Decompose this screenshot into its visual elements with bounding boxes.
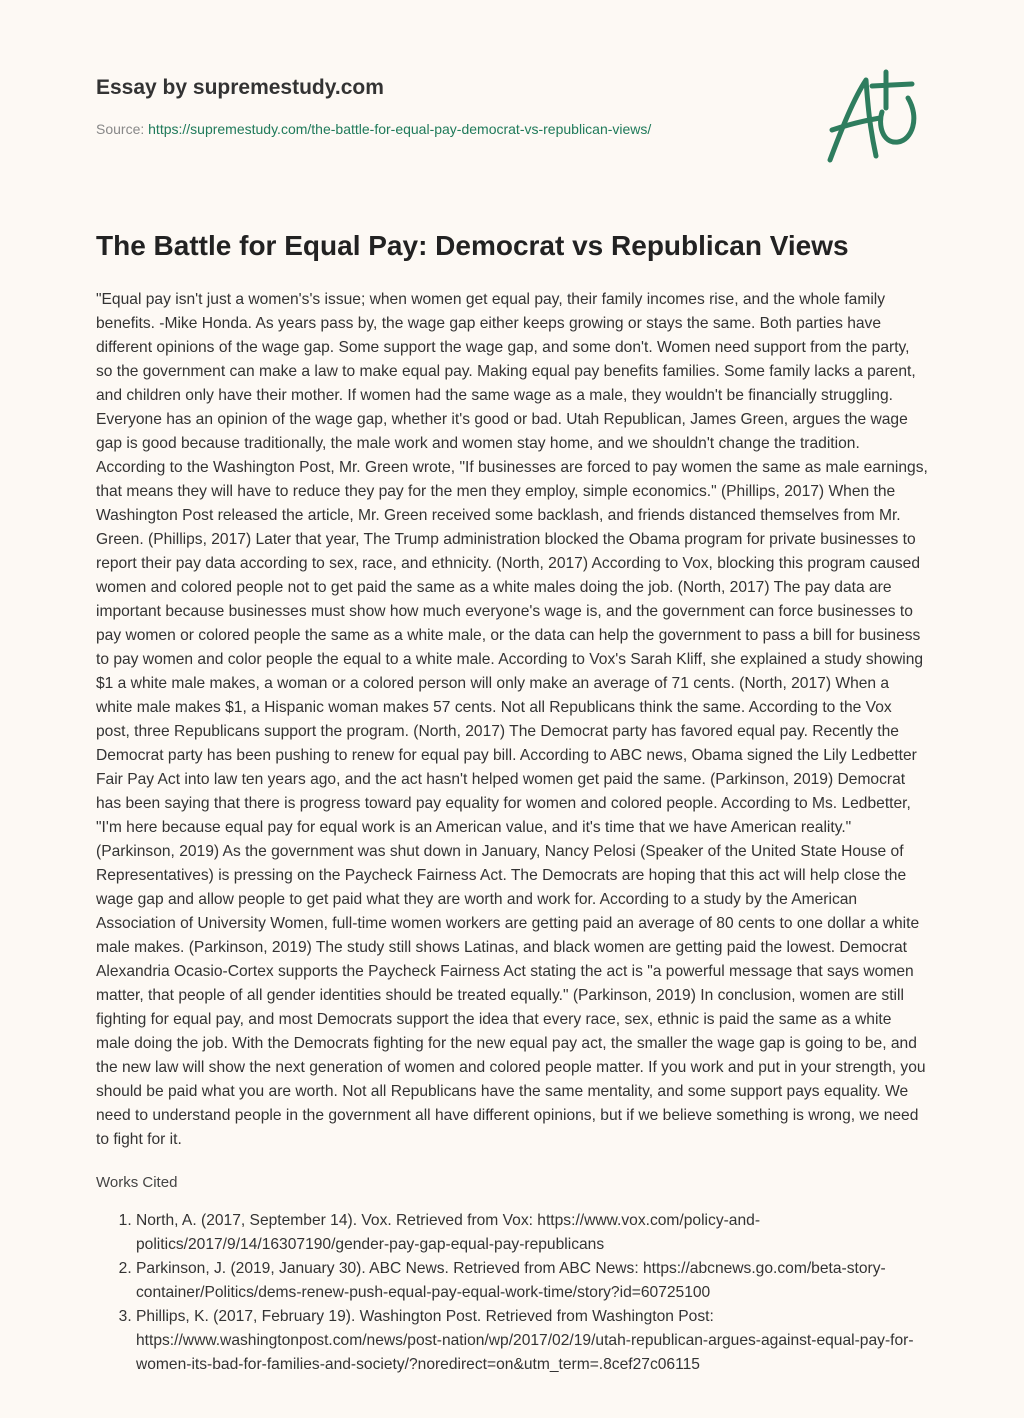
citation-item: 1. North, A. (2017, September 14). Vox. Retrieved from Vox: https://www.vox.com/policy-and-politics/2017/9/14/16307190/gender-pay-gap-equal-pay-republicans xyxy=(136,1209,928,1257)
source-label: Source: xyxy=(96,121,145,137)
works-cited-list xyxy=(96,1209,928,1377)
citation-item: 2. Parkinson, J. (2019, January 30). ABC News. Retrieved from ABC News: https://abcnews.go.com/beta-story-container/Politics/dems-renew-push-equal-pay-equal-work-time/story?id=60725100 xyxy=(136,1257,928,1305)
page-header xyxy=(96,76,928,137)
source-line xyxy=(96,121,928,137)
essay-title: The Battle for Equal Pay: Democrat vs Republican Views xyxy=(96,230,849,261)
citation-item: 3. Phillips, K. (2017, February 19). Washington Post. Retrieved from Washington Post: https://www.washingtonpost.com/news/post-nation/wp/2017/02/19/utah-republican-argues-against-equal-pay-for-women-its-bad-for-families-and-society/?noredirect=on&utm_term=.8cef27c06115 xyxy=(136,1305,928,1377)
a-plus-logo-icon xyxy=(820,68,930,168)
source-link[interactable]: https://supremestudy.com/the-battle-for-equal-pay-democrat-vs-republican-views/ xyxy=(148,121,652,137)
site-title: Essay by supremestudy.com xyxy=(96,76,384,99)
essay-body: "Equal pay isn't just a women's's issue; when women get equal pay, their family incomes rise, and the whole family benefits. -Mike Honda. As years pass by, the wage gap either keeps growing or stays the same. Both parties have different opinions of the wage gap. Some support the wage gap, and some don't. Women need support from the party, so the government can make a law to make equal pay. Making equal pay benefits families. Some family lacks a parent, and children only have their mother. If women had the same wage as a male, they wouldn't be financially struggling. Everyone has an opinion of the wage gap, whether it's good or bad. Utah Republican, James Green, argues the wage gap is good because traditionally, the male work and women stay home, and we shouldn't change the tradition. According to the Washington Post, Mr. Green wrote, "If businesses are forced to pay women the same as male earnings, that means they will have to reduce they pay for the men they employ, simple economics." (Phillips, 2017) When the Washington Post released the article, Mr. Green received some backlash, and friends distanced themselves from Mr. Green. (Phillips, 2017) Later that year, The Trump administration blocked the Obama program for private businesses to report their pay data according to sex, race, and ethnicity. (North, 2017) According to Vox, blocking this program caused women and colored people not to get paid the same as a white males doing the job. (North, 2017) The pay data are important because businesses must show how much everyone's wage is, and the government can force businesses to pay women or colored people the same as a white male, or the data can help the government to pass a bill for business to pay women and color people the equal to a white male. According to Vox's Sarah Kliff, she explained a study showing $1 a white male makes, a woman or a colored person will only make an average of 71 cents. (North, 2017) When a white male makes $1, a Hispanic woman makes 57 cents. Not all Republicans think the same. According to the Vox post, three Republicans support the program. (North, 2017) The Democrat party has favored equal pay. Recently the Democrat party has been pushing to renew for equal pay bill. According to ABC news, Obama signed the Lily Ledbetter Fair Pay Act into law ten years ago, and the act hasn't helped women get paid the same. (Parkinson, 2019) Democrat has been saying that there is progress toward pay equality for women and colored people. According to Ms. Ledbetter, "I'm here because equal pay for equal work is an American value, and it's time that we have American reality." (Parkinson, 2019) As the government was shut down in January, Nancy Pelosi (Speaker of the United State House of Representatives) is pressing on the Paycheck Fairness Act. The Democrats are hoping that this act will help close the wage gap and allow people to get paid what they are worth and work for. According to a study by the American Association of University Women, full-time women workers are getting paid an average of 80 cents to one dollar a white male makes. (Parkinson, 2019) The study still shows Latinas, and black women are getting paid the lowest. Democrat Alexandria Ocasio-Cortex supports the Paycheck Fairness Act stating the act is "a powerful message that says women matter, that people of all gender identities should be treated equally." (Parkinson, 2019) In conclusion, women are still fighting for equal pay, and most Democrats support the idea that every race, sex, ethnic is paid the same as a white male doing the job. With the Democrats fighting for the new equal pay act, the smaller the wage gap is going to be, and the new law will show the next generation of women and colored people matter. If you work and put in your strength, you should be paid what you are worth. Not all Republicans have the same mentality, and some support pays equality. We need to understand people in the government all have different opinions, but if we believe something is wrong, we need to fight for it. xyxy=(96,291,928,1148)
works-cited-heading: Works Cited xyxy=(96,1174,178,1191)
essay-content xyxy=(96,226,928,1377)
